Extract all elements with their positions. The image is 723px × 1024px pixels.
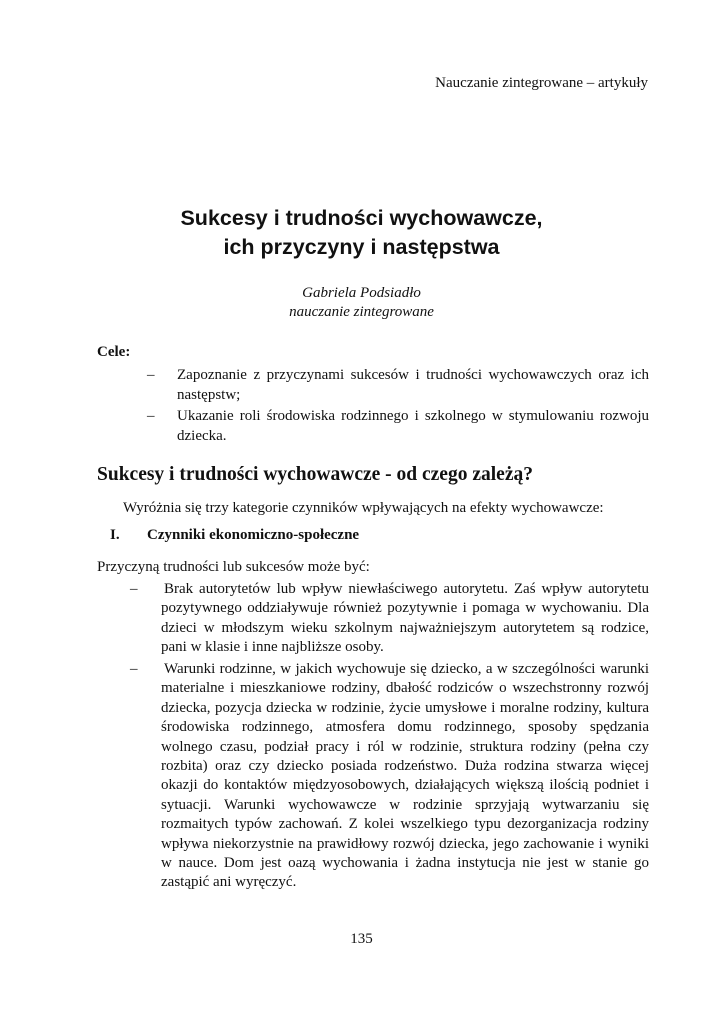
goals-label: Cele:: [97, 344, 131, 360]
goal-text: Ukazanie roli środowiska rodzinnego i szkolnego w stymulowaniu rozwoju dziecka.: [177, 408, 649, 444]
author-name: Gabriela Podsiadło: [302, 285, 421, 301]
lead-paragraph: Przyczyną trudności lub sukcesów może być:: [97, 559, 370, 575]
dash-bullet: –: [130, 581, 138, 597]
author-block: [0, 284, 723, 322]
subsection-number: I.: [110, 527, 120, 543]
subsection-title: Czynniki ekonomiczno-społeczne: [147, 527, 360, 543]
dash-bullet: –: [147, 408, 155, 424]
article-title: [0, 204, 723, 262]
list-item: [130, 580, 649, 658]
dash-bullet: –: [147, 367, 155, 383]
section-heading: Sukcesy i trudności wychowawcze - od czego zależą?: [97, 464, 533, 485]
goal-item: [147, 365, 649, 405]
title-line-2: ich przyczyny i następstwa: [223, 235, 500, 259]
title-line-1: Sukcesy i trudności wychowawcze,: [180, 206, 543, 230]
author-affiliation: nauczanie zintegrowane: [289, 304, 434, 320]
goal-item: [147, 406, 649, 446]
page-number: 135: [350, 931, 373, 947]
list-item: [130, 660, 649, 893]
dash-bullet: –: [130, 661, 138, 677]
goal-text: Zapoznanie z przyczynami sukcesów i trudności wychowawczych oraz ich następstw;: [177, 367, 649, 403]
list-item-text: Brak autorytetów lub wpływ niewłaściwego autorytetu. Zaś wpływ autorytetu pozytywnego oddziaływuje również pozytywnie i pomaga w wychowaniu. Dla dzieci w młodszym wieku szkolnym najważniejszym autorytetem są rodzice, pani w klasie i inne najbliższe osoby.: [161, 581, 649, 656]
running-head: Nauczanie zintegrowane – artykuły: [435, 75, 648, 91]
intro-paragraph: Wyróżnia się trzy kategorie czynników wpływających na efekty wychowawcze:: [123, 500, 604, 516]
subsection-heading: [110, 527, 359, 544]
list-item-text: Warunki rodzinne, w jakich wychowuje się dziecko, a w szczególności warunki materialne i mieszkaniowe rodziny, dbałość rodziców o wszechstronny rozwój dziecka, pozycja dziecka w rodzinie, życie umysłowe i moralne rodziny, kultura środowiska rodzinnego, atmosfera domu rodzinnego, sposoby spędzania wolnego czasu, podział pracy i ról w rodzinie, struktura rodziny (pełna czy rozbita) oraz czy dziecko posiada rodzeństwo. Duża rodzina stwarza więcej okazji do kontaktów międzyosobowych, działających większą ilością podniet i sytuacji. Warunki wychowawcze w rodzinie sprzyjają wytwarzaniu się rozmaitych typów zachowań. Z kolei wszelkiego typu dezorganizacja rodziny wpływa niekorzystnie na prawidłowy rozwój dziecka, jego zachowanie i wyniki w nauce. Dom jest oazą wychowania i żadna instytucja nie jest w stanie go zastąpić ani wyręczyć.: [161, 661, 649, 891]
